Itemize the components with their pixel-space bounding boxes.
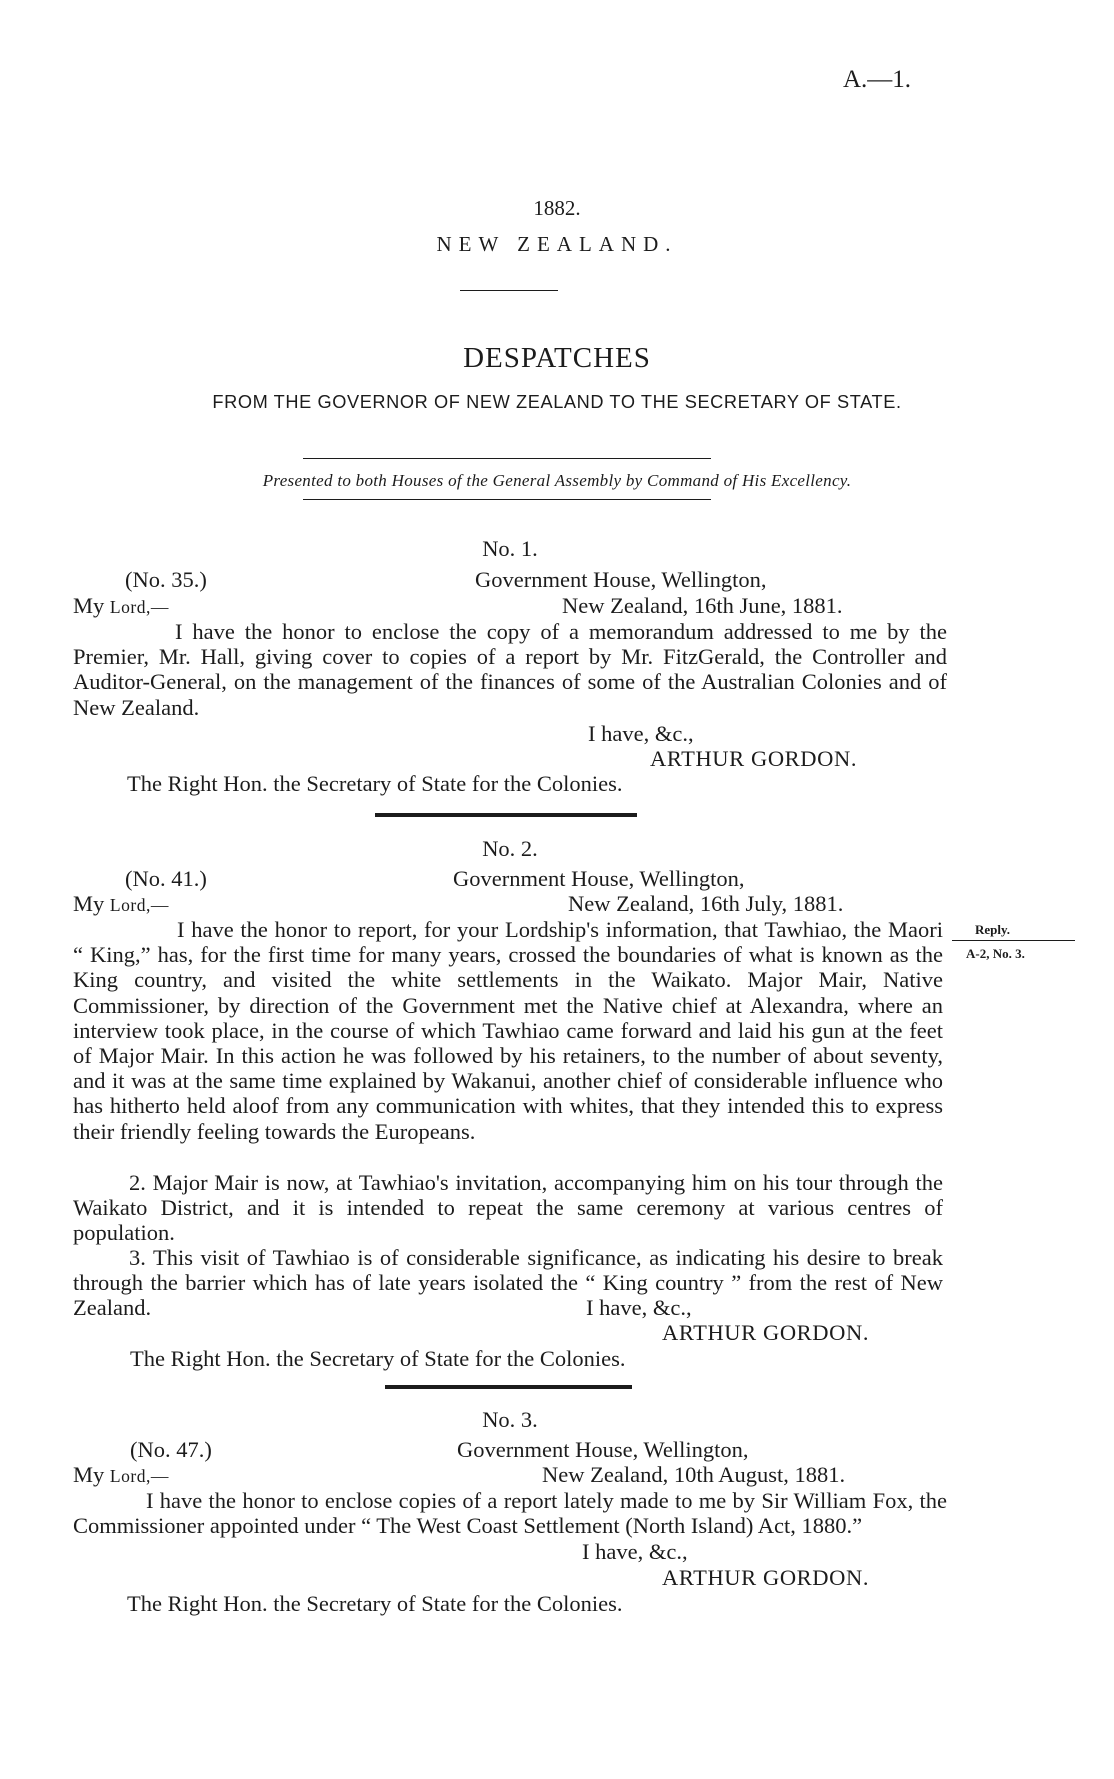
despatch-2-number: No. 2. <box>482 836 538 861</box>
despatch-2-ref: (No. 41.) <box>125 866 207 891</box>
despatch-2-recipient: The Right Hon. the Secretary of State for the Colonies. <box>130 1346 626 1371</box>
document-subtitle: FROM THE GOVERNOR OF NEW ZEALAND TO THE SECRETARY OF STATE. <box>212 392 902 412</box>
despatch-2-address: Government House, Wellington, <box>453 866 745 891</box>
salutation-my: My <box>73 1462 105 1487</box>
presented-rule-bottom <box>303 499 711 500</box>
despatch-1-address: Government House, Wellington, <box>475 567 767 592</box>
despatch-1-number: No. 1. <box>482 536 538 561</box>
despatch-1-recipient: The Right Hon. the Secretary of State for the Colonies. <box>127 771 623 796</box>
despatch-2-date: New Zealand, 16th July, 1881. <box>568 891 844 916</box>
despatch-1-date: New Zealand, 16th June, 1881. <box>562 593 843 618</box>
despatch-3-number: No. 3. <box>482 1407 538 1432</box>
despatch-3-date: New Zealand, 10th August, 1881. <box>542 1462 846 1487</box>
despatch-1-signature: ARTHUR GORDON. <box>650 746 858 771</box>
despatch-1-paragraph-1: I have the honor to enclose the copy of a memorandum addressed to me by the Premier, Mr. Hall, giving cover to copies of a report by Mr. FitzGerald, the Controller and Auditor-General, on the management of the finances of some of the Australian Colonies and of New Zealand. <box>73 619 947 720</box>
salutation-lord: Lord,— <box>109 895 169 915</box>
despatch-1-closing: I have, &c., <box>588 721 694 746</box>
despatch-2-salutation <box>73 891 169 918</box>
presented-line: Presented to both Houses of the General Assembly by Command of His Excellency. <box>262 471 852 490</box>
despatch-2-signature: ARTHUR GORDON. <box>662 1320 870 1345</box>
despatch-1-separator <box>375 813 637 817</box>
margin-note-reply: Reply. <box>975 922 1011 937</box>
margin-note-reference: A-2, No. 3. <box>966 946 1025 961</box>
despatch-1-salutation <box>73 593 169 620</box>
document-title: DESPATCHES <box>463 342 651 374</box>
despatch-2-paragraph-1: I have the honor to report, for your Lordship's information, that Tawhiao, the Maori “ King,” has, for the first time for many years, crossed the boundaries of what is known as the King country, and visited the white settlements in the Waikato. Major Mair, Native Commissioner, by direction of the Government met the Native chief at Alexandra, where an interview took place, in the course of which Tawhiao came forward and laid his gun at the feet of Major Mair. In this action he was followed by his retainers, to the number of about seventy, and it was at the same time explained by Wakanui, another chief of considerable influence who has hitherto held aloof from any communication with whites, that they intended this to express their friendly feeling towards the Europeans. <box>73 917 943 1144</box>
margin-note-rule <box>952 940 1075 941</box>
presented-rule-top <box>303 458 711 459</box>
despatch-3-recipient: The Right Hon. the Secretary of State for the Colonies. <box>127 1591 623 1616</box>
despatch-3-salutation <box>73 1462 169 1489</box>
despatch-1-ref: (No. 35.) <box>125 567 207 592</box>
despatch-2-separator <box>385 1385 632 1389</box>
page-code: A.—1. <box>843 66 912 93</box>
despatch-3-closing: I have, &c., <box>582 1539 688 1564</box>
despatch-3-ref: (No. 47.) <box>130 1437 212 1462</box>
despatch-3-paragraph-1: I have the honor to enclose copies of a report lately made to me by Sir William Fox, the Commissioner appointed under “ The West Coast Settlement (North Island) Act, 1880.” <box>73 1488 947 1539</box>
despatch-2-paragraph-3: 3. This visit of Tawhiao is of considerable significance, as indicating his desire to break through the barrier which has of late years isolated the “ King country ” from the rest of New Zealand. <box>73 1245 943 1321</box>
year: 1882. <box>533 196 581 220</box>
salutation-lord: Lord,— <box>109 597 169 617</box>
salutation-my: My <box>73 593 105 618</box>
despatch-3-signature: ARTHUR GORDON. <box>662 1565 870 1590</box>
country-heading: NEW ZEALAND. <box>436 232 678 256</box>
header-divider <box>460 290 558 291</box>
salutation-lord: Lord,— <box>109 1466 169 1486</box>
despatch-3-address: Government House, Wellington, <box>457 1437 749 1462</box>
despatch-2-closing: I have, &c., <box>586 1295 692 1320</box>
despatch-2-paragraph-2: 2. Major Mair is now, at Tawhiao's invitation, accompanying him on his tour through the Waikato District, and it is intended to repeat the same ceremony at various centres of population. <box>73 1170 943 1246</box>
salutation-my: My <box>73 891 105 916</box>
